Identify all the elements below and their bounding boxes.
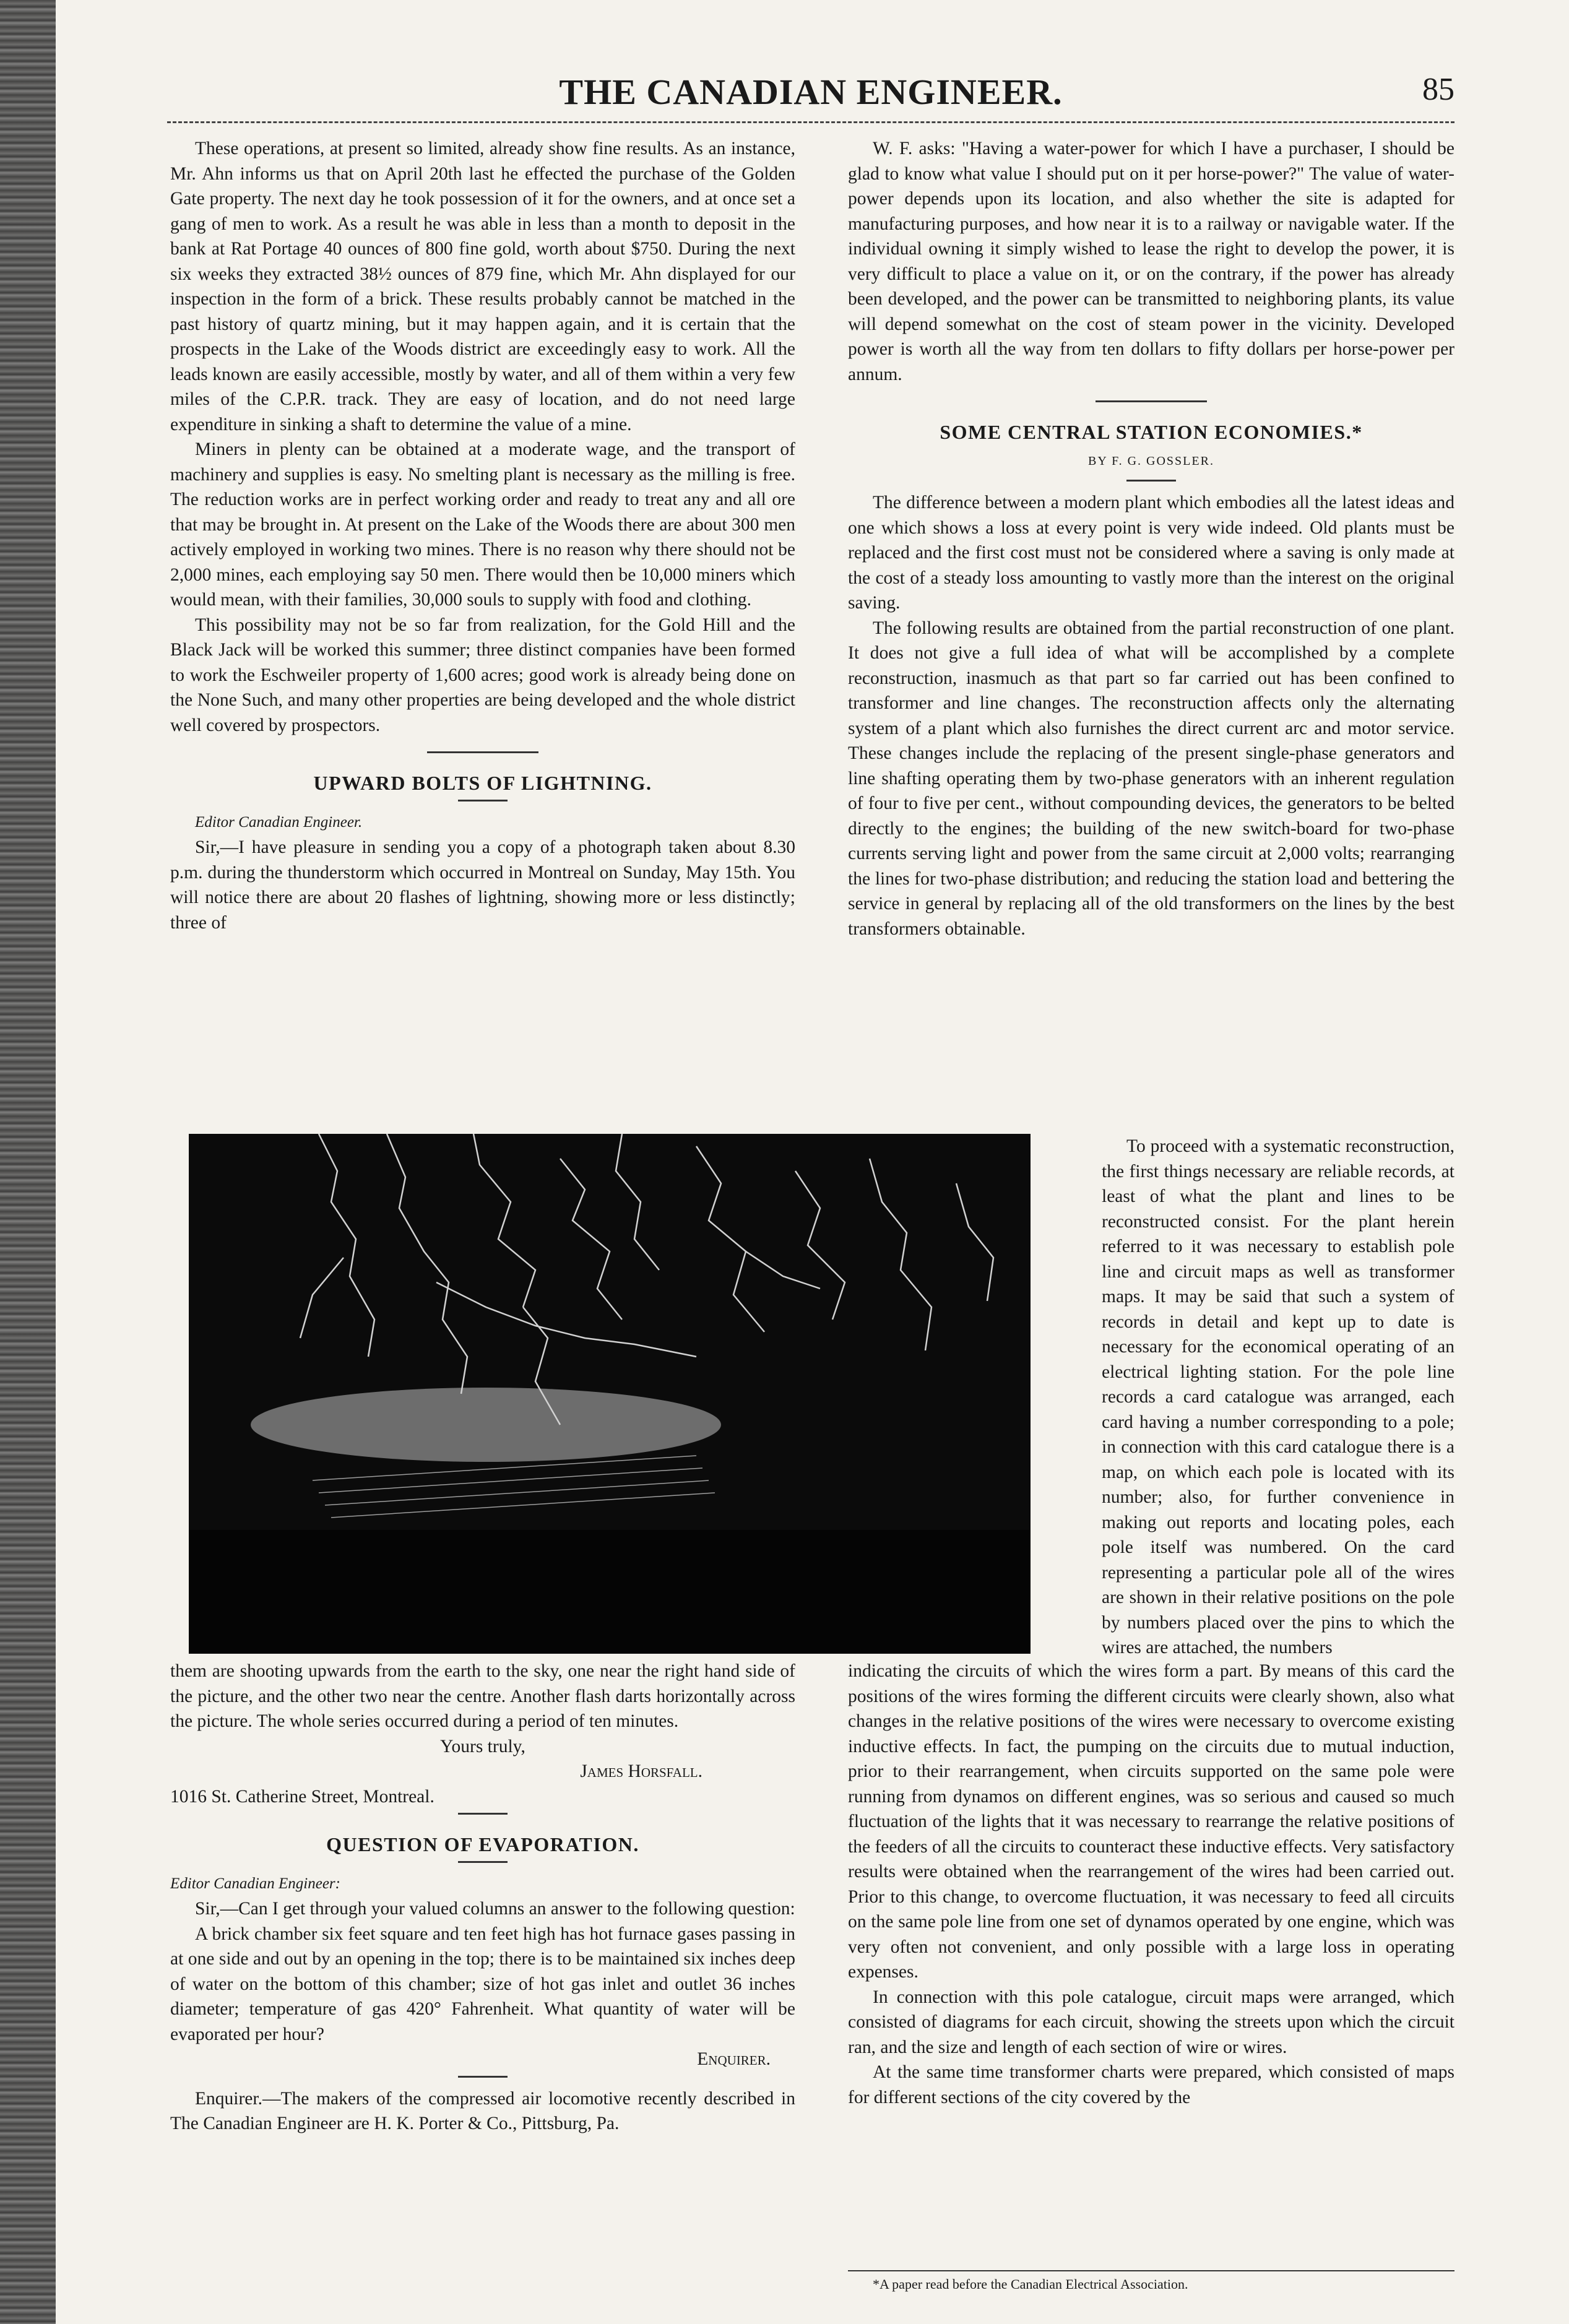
lightning-letter-paragraph-1: Sir,—I have pleasure in sending you a copy of a photograph taken about 8.30 p.m. during the thunderstorm which occurred in Montreal on Sunday, May 15th. You will notice there are about 20 flashes of lightning, showing more or less distinctly; three of	[170, 837, 795, 933]
evaporation-paragraph-2: A brick chamber six feet square and ten feet high has hot furnace gases passing in at one side and out by an opening in the top; there is to be maintained six inches deep of water on the bottom of this chamber; size of hot gas inlet and outlet 36 inches diameter; temperature of gas 420° Fahrenheit. What quantity of water will be evaporated per hour?	[170, 1924, 795, 2044]
footnote: *A paper read before the Canadian Electrical Association.	[873, 2276, 1188, 2292]
left-column-lower	[170, 1659, 795, 2136]
economies-paragraph-2: The following results are obtained from the partial reconstruction of one plant. It does not give a full idea of what will be accomplished by a complete reconstruction, inasmuch as that part so far carried out has been confined to transformer and line changes. The reconstruction affects only the alternating system of a plant which also furnishes the direct current arc and motor service. These changes include the replacing of the present single-phase generators and line shafting operating them by two-phase generators with an inherent regulation of four to five per cent., without compounding devices, the generators to be belted directly to the engines; the building of the new switch-board for two-phase currents serving light and power from the same circuit at 2,000 volts; rearranging the lines for two-phase distribution; and reducing the station load and bettering the service in general by replacing all of the old transformers on the lines by the best transformers obtainable.	[848, 618, 1454, 939]
lightning-editor-line: Editor Canadian Engineer.	[195, 813, 363, 831]
lightning-address: 1016 St. Catherine Street, Montreal.	[170, 1786, 434, 1807]
heading-dash	[1126, 480, 1176, 482]
page-binding-edge	[0, 0, 56, 2324]
lightning-image	[189, 1134, 1031, 1654]
economies-byline: BY F. G. GOSSLER.	[1088, 454, 1214, 468]
page-number: 85	[1422, 72, 1454, 107]
economies-heading: SOME CENTRAL STATION ECONOMIES.*	[940, 421, 1363, 443]
lightning-closing: Yours truly,	[440, 1736, 525, 1756]
lightning-letter-paragraph-2: them are shooting upwards from the earth to the sky, one near the right hand side of the picture, and the other two near the centre. Another flash darts horizontally across the picture. The whole series occurred during a period of ten minutes.	[170, 1661, 795, 1731]
economies-paragraph-3: To proceed with a systematic reconstruction, the first things necessary are reliable records, at least of what the plant and lines to be reconstructed consist. For the plant herein referred to it was necessary to establish pole line and circuit maps as well as transformer maps. It may be said that such a system of records in detail and kept up to date is necessary for the economical operating of an electrical lighting station. For the pole line records a card catalogue was arranged, each card having a number corresponding to a pole; in connection with this card catalogue there is a map, on which each pole is located with its number; also, for further convenience in making out reports and locating poles, each pole itself was numbered. On the card representing a particular pole all of the wires are shown in their relative positions on the pole by numbers placed over the pins to which the wires are attached, the numbers	[1102, 1136, 1454, 1657]
lightning-photograph	[189, 1134, 1031, 1654]
economies-paragraph-5: At the same time transformer charts were prepared, which consisted of maps for different sections of the city covered by the	[848, 2062, 1454, 2107]
section-divider	[427, 751, 538, 753]
heading-dash	[458, 1813, 508, 1815]
water-power-paragraph: W. F. asks: "Having a water-power for which I have a purchaser, I should be glad to know what value I should put on it per horse-power?" The value of water-power depends upon its location, and also whether the site is adapted for manufacturing purposes, and how near it is to a railway or navigable water. If the individual owning it simply wished to lease the right to develop the power, it is very difficult to place a value on it, or on the contrary, if the power has already been developed, and the power can be transmitted to neighboring plants, its value will depend somewhat on the cost of steam power in the vicinity. Developed power is worth all the way from ten dollars to fifty dollars per horse-power per annum.	[848, 139, 1454, 384]
evaporation-heading: QUESTION OF EVAPORATION.	[326, 1833, 639, 1855]
lightning-heading: UPWARD BOLTS OF LIGHTNING.	[313, 772, 652, 794]
heading-dash	[458, 1861, 508, 1863]
mining-paragraph-2: Miners in plenty can be obtained at a moderate wage, and the transport of machinery and supplies is easy. No smelting plant is necessary as the milling is free. The reduction works are in perfect working order and ready to treat any and all ore that may be brought in. At present on the Lake of the Woods there are about 300 men actively employed in working two mines. There is no reason why there should not be 2,000 mines, each employing say 50 men. There would then be 10,000 miners which would mean, with their families, 30,000 souls to supply with food and clothing.	[170, 439, 795, 610]
right-column	[848, 136, 1454, 941]
economies-paragraph-1: The difference between a modern plant which embodies all the latest ideas and one which shows a loss at every point is very wide indeed. Old plants must be replaced and the first cost must not be considered where a saving is only made at the cost of a steady loss amounting to vastly more than the interest on the original saving.	[848, 493, 1454, 613]
economies-paragraph-3-continued: indicating the circuits of which the wires form a part. By means of this card the positions of the wires forming the different circuits were clearly shown, also what changes in the relative positions of the wires were necessary to overcome existing inductive effects. In fact, the pumping on the circuits due to mutual induction, prior to their rearrangement, when circuits supported on the same pole were running from dynamos on different engines, was so serious and caused so much fluctuation of the lights that it was necessary to rearrange the relative positions of the feeders of all the circuits to counteract these inductive effects. Very satisfactory results were obtained when the rearrangement of the wires had been carried out. Prior to this change, to overcome fluctuation, it was necessary to feed all circuits on the same pole line from one set of dynamos operated by one engine, which was very often not convenient, and only possible with a large loss in operating expenses.	[848, 1661, 1454, 1982]
running-header	[167, 71, 1454, 121]
evaporation-paragraph-1: Sir,—Can I get through your valued columns an answer to the following question:	[195, 1899, 795, 1919]
footnote-rule	[848, 2270, 1454, 2271]
economies-paragraph-4: In connection with this pole catalogue, circuit maps were arranged, which consisted of diagrams for each circuit, showing the streets upon which the circuit ran, and the size and length of each section of wire or wires.	[848, 1987, 1454, 2057]
mining-paragraph-3: This possibility may not be so far from realization, for the Gold Hill and the Black Jack will be worked this summer; three distinct companies have been formed to work the Eschweiler property of 1,600 acres; good work is already being done on the None Such, and many other properties are being developed and the whole district well covered by prospectors.	[170, 615, 795, 735]
left-column	[170, 136, 795, 935]
right-wrap-column	[1102, 1134, 1454, 1661]
right-column-lower	[848, 1659, 1454, 2110]
heading-dash	[458, 800, 508, 801]
mining-paragraph-1: These operations, at present so limited, already show fine results. As an instance, Mr. Ahn informs us that on April 20th last he effected the purchase of the Golden Gate property. The next day he took possession of it for the owners, and at once set a gang of men to work. As a result he was able in less than a month to deposit in the bank at Rat Portage 40 ounces of 800 fine gold, worth about $750. During the next six weeks they extracted 38½ ounces of 879 fine, which Mr. Ahn displayed for our inspection in the form of a brick. These results probably cannot be matched in the past history of quartz mining, but it may happen again, and it is certain that the prospects in the Lake of the Woods district are exceedingly easy to work. All the leads known are easily accessible, mostly by water, and all of them within a very few miles of the C.P.R. track. They are easy of location, and do not need large expenditure in sinking a shaft to determine the value of a mine.	[170, 139, 795, 434]
lightning-signature: James Horsfall.	[580, 1761, 702, 1781]
heading-dash	[458, 2076, 508, 2078]
journal-title: THE CANADIAN ENGINEER.	[559, 72, 1063, 112]
evaporation-editor-line: Editor Canadian Engineer:	[170, 1875, 340, 1892]
header-rule	[167, 121, 1454, 123]
enquirer-answer: Enquirer.—The makers of the compressed air locomotive recently described in The Canadian Engineer are H. K. Porter & Co., Pittsburg, Pa.	[170, 2088, 795, 2133]
section-divider	[1096, 400, 1207, 402]
evaporation-signature: Enquirer.	[697, 2049, 771, 2069]
